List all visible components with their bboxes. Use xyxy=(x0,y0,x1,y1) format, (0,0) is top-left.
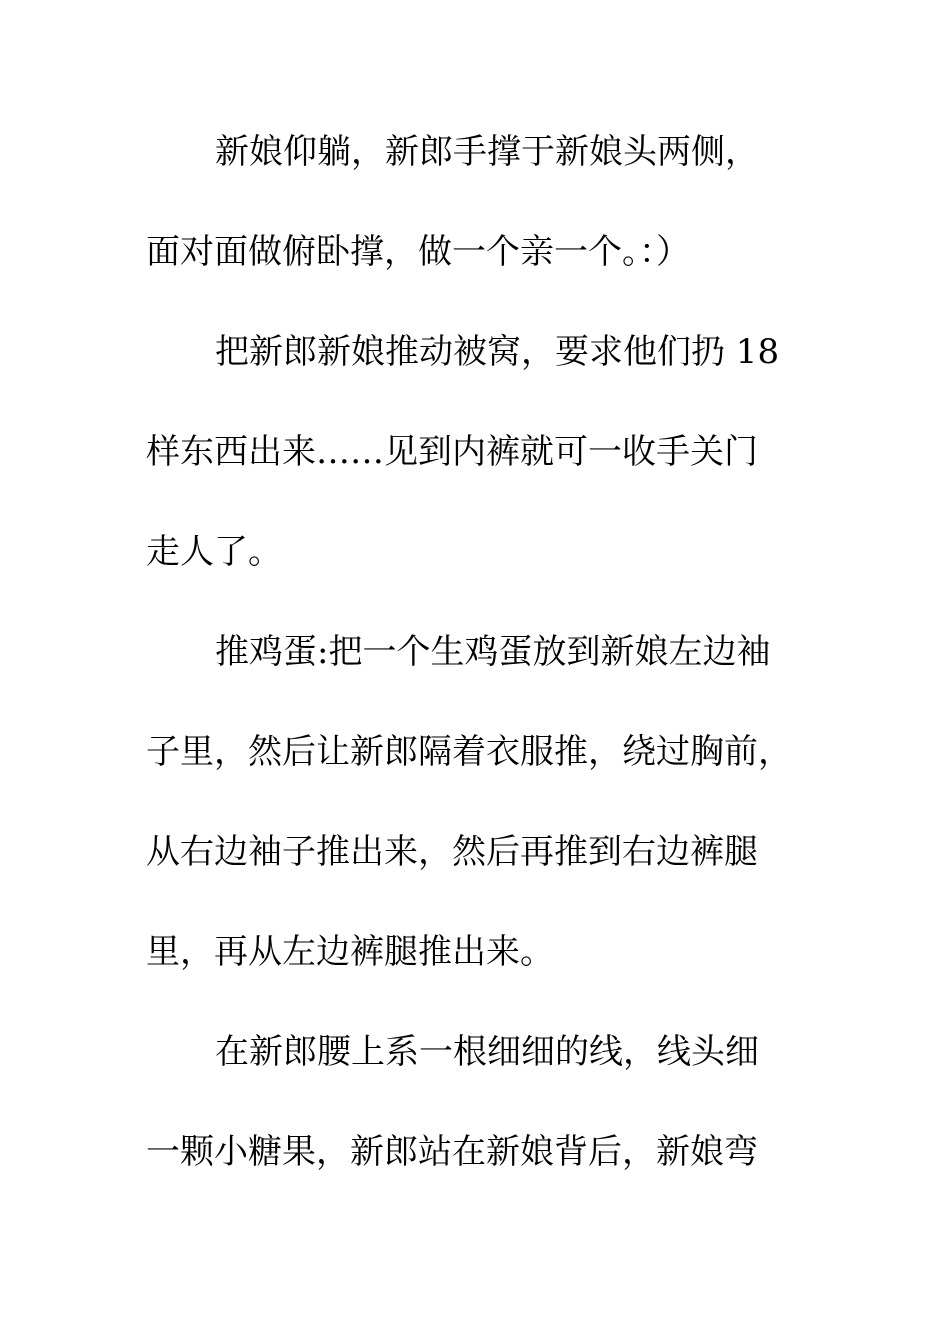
paragraph-3-line-2: 子里，然后让新郎隔着衣服推，绕过胸前， xyxy=(146,732,792,772)
paragraph-3-line-1: 推鸡蛋:把一个生鸡蛋放到新娘左边袖 xyxy=(215,632,771,672)
paragraph-4-line-1: 在新郎腰上系一根细细的线，线头细 xyxy=(215,1032,759,1072)
paragraph-1-line-1: 新娘仰躺，新郎手撑于新娘头两侧， xyxy=(215,132,759,172)
paragraph-2-line-2: 样东西出来……见到内裤就可一收手关门 xyxy=(146,432,758,472)
paragraph-4-line-2: 一颗小糖果，新郎站在新娘背后，新娘弯 xyxy=(146,1132,758,1172)
paragraph-3-line-3: 从右边袖子推出来，然后再推到右边裤腿 xyxy=(146,832,758,872)
paragraph-3-line-4: 里，再从左边裤腿推出来。 xyxy=(146,932,554,972)
paragraph-2-line-3: 走人了。 xyxy=(146,532,282,572)
paragraph-1-line-2: 面对面做俯卧撑，做一个亲一个。：） xyxy=(146,232,690,272)
paragraph-2-line-1: 把新郎新娘推动被窝，要求他们扔 18 xyxy=(215,332,780,372)
